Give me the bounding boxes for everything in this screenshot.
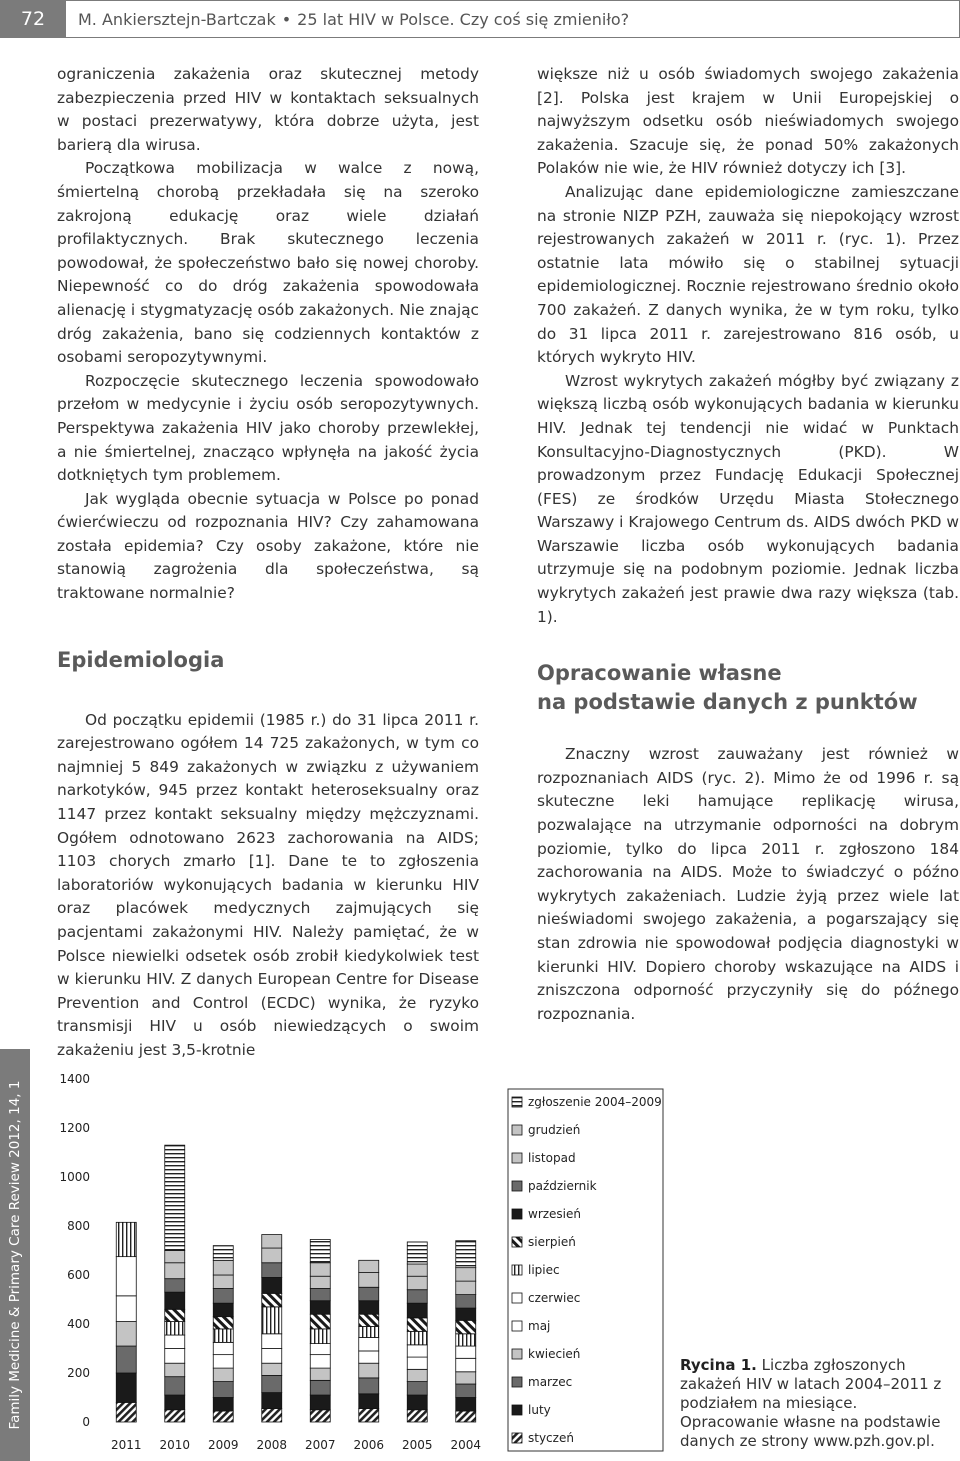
bar-segment [116,1346,136,1373]
bar-segment [213,1342,233,1354]
bar-segment [213,1355,233,1368]
bar-segment [407,1345,427,1357]
bar-segment [456,1346,476,1358]
bar-segment [407,1369,427,1381]
x-tick-label: 2008 [256,1438,288,1452]
bar-segment [456,1320,476,1333]
bar-segment [407,1290,427,1303]
bar-segment [116,1373,136,1402]
legend-label: listopad [528,1151,576,1165]
paragraph: Jak wygląda obecnie sytuacja w Polsce po ponad ćwierćwieczu od rozpoznania HIV? Czy zahamowana została epidemia? Czy osoby zakażone, które nie stanowią zagrożenia dla społeczeństwa, są traktowane normalnie? [57,489,479,603]
bar-segment [213,1398,233,1411]
bar-segment [407,1303,427,1318]
legend-swatch [512,1265,522,1275]
bar-segment [407,1410,427,1422]
x-tick-label: 2009 [207,1438,239,1452]
bar-segment [310,1239,330,1262]
chart-bars [116,1145,476,1422]
y-tick-label: 600 [67,1268,90,1282]
bar-segment [359,1394,379,1409]
bar-segment [359,1337,379,1350]
bar-segment [213,1246,233,1261]
bar-segment [213,1317,233,1329]
legend-label: styczeń [528,1431,574,1445]
running-head-separator: • [281,9,292,29]
bar-segment [213,1329,233,1342]
x-tick-label: 2006 [353,1438,385,1452]
bar-segment [262,1235,282,1248]
y-tick-label: 400 [67,1317,90,1331]
paragraph: Od początku epidemii (1985 r.) do 31 lipca 2011 r. zarejestrowano ogółem 14 725 zakażonych, w tym co najmniej 5 849 zakażonych w związku z używaniem narkotyków, 945 przez kontakt heteroseksualny oraz 1147 przez kontakt seksualny między mężczyznami. Ogółem odnotowano 2623 zachorowania na AIDS; 1103 chorych zmarło [1]. Dane te to zgłoszenia laboratoriów wykonujących badania w kierunku HIV oraz placówek medycznych zajmujących się pacjentami zakażonymi HIV. Należy pamiętać, że w Polsce niewielki odsetek osób zrobił kiedykolwiek test w kierunku HIV. Z danych European Centre for Disease Prevention and Control (ECDC) wynika, że ryzyko transmisji HIV u osób niewiedzących o swoim zakażeniu jest 3,5-krotnie [57,710,479,1059]
bar-segment [310,1301,330,1314]
legend-swatch [512,1349,522,1359]
bar-segment [262,1349,282,1364]
y-tick-label: 1000 [59,1170,90,1184]
legend-label: maj [528,1319,551,1333]
bar-segment [456,1411,476,1422]
bar-segment [213,1303,233,1316]
bar-segment [262,1293,282,1306]
bar-segment [165,1263,185,1279]
bar-segment [165,1309,185,1321]
y-tick-label: 1400 [59,1072,90,1086]
bar-segment [165,1363,185,1376]
bar-segment [456,1398,476,1411]
legend-label: październik [528,1179,597,1193]
section-heading-line: Opracowanie własne [537,661,782,686]
bar-segment [165,1335,185,1348]
bar-segment [359,1314,379,1326]
figure-caption-label: Rycina 1. [680,1356,757,1374]
legend-swatch [512,1097,522,1107]
running-head [66,0,960,38]
bar-segment [407,1382,427,1395]
bar-segment [116,1296,136,1322]
bar-segment [165,1251,185,1263]
bar-segment [359,1287,379,1300]
bar-segment [310,1395,330,1410]
bar-segment [165,1377,185,1395]
legend-label: grudzień [528,1123,581,1137]
bar-segment [262,1248,282,1263]
bar-segment [310,1263,330,1276]
bar-segment [359,1301,379,1314]
bar-segment [310,1288,330,1300]
bar-segment [407,1395,427,1410]
legend-swatch [512,1293,522,1303]
right-column [537,63,959,1026]
legend-label: kwiecień [528,1347,581,1361]
bar-segment [456,1384,476,1397]
bar-segment [213,1275,233,1288]
section-heading-line: na podstawie danych z punktów [537,690,918,715]
bar-segment [359,1378,379,1394]
bar-segment [310,1344,330,1355]
bar-segment [359,1351,379,1363]
bar-segment [310,1276,330,1288]
bar-segment [310,1380,330,1395]
bar-segment [310,1368,330,1380]
bar-segment [310,1410,330,1422]
bar-segment [407,1276,427,1289]
legend-swatch [512,1153,522,1163]
paragraph: Wzrost wykrytych zakażeń mógłby być związany z większą liczbą osób wykonujących badania w kierunku HIV. Jednak tej tendencji nie widać w Punktach Konsultacyjno-Diagnostycznych (PKD). W prowadzonym przez Fundację Edukacji Społecznej (FES) ze środków Urzędu Miasta Stołecznego Warszawy i Krajowego Centrum ds. AIDS dwóch PKD w Warszawie liczba osób wykonujących badania utrzymuje się na podobnym poziomie. Jednak liczba wykrytych zakażeń jest prawie dwa razy większa (tab. 1). [537,371,959,626]
bar-segment [262,1393,282,1409]
bar-segment [262,1263,282,1278]
y-tick-label: 800 [67,1219,90,1233]
figure-caption [680,1356,955,1451]
bar-segment [456,1281,476,1294]
bar-segment [116,1322,136,1347]
bar-segment [262,1307,282,1334]
x-tick-label: 2007 [304,1438,336,1452]
bar-segment [116,1222,136,1256]
y-tick-label: 200 [67,1366,90,1380]
bar-segment [359,1273,379,1288]
bar-segment [407,1331,427,1344]
legend-swatch [512,1405,522,1415]
bar-segment [213,1411,233,1422]
legend-swatch [512,1321,522,1331]
x-tick-label: 2010 [159,1438,191,1452]
bar-segment [213,1288,233,1303]
bar-segment [165,1279,185,1292]
legend-swatch [512,1377,522,1387]
legend-label: luty [528,1403,551,1417]
legend-label: wrzesień [528,1207,582,1221]
bar-segment [213,1260,233,1275]
y-tick-label: 1200 [59,1121,90,1135]
bar-segment [359,1260,379,1272]
legend-swatch [512,1125,522,1135]
chart-legend [508,1089,663,1451]
bar-segment [456,1334,476,1346]
bar-segment [456,1308,476,1320]
section-heading-epidemiologia: Epidemiologia [57,647,225,672]
legend-swatch [512,1181,522,1191]
bar-segment [262,1277,282,1293]
bar-segment [407,1264,427,1276]
bar-segment [456,1295,476,1308]
y-tick-label: 0 [82,1415,90,1429]
legend-label: lipiec [528,1263,560,1277]
bar-segment [407,1357,427,1369]
bar-segment [359,1409,379,1422]
legend-label: zgłoszenie 2004–2009 [528,1095,662,1109]
paragraph: ograniczenia zakażenia oraz skutecznej metody zabezpieczenia przed HIV w kontaktach seksualnych w postaci prezerwatywy, która dobrze użyta, jest barierą dla wirusa. [57,65,479,154]
bar-segment [262,1375,282,1392]
bar-segment [213,1382,233,1398]
section-heading-opracowanie [537,659,959,717]
bar-segment [116,1257,136,1296]
figure-caption-text: Liczba zgłoszonych zakażeń HIV w latach 2004–2011 z podziałem na miesiące. Opracowanie własne na podstawie danych ze strony www.pzh.gov.pl. [680,1356,942,1450]
bar-segment [262,1334,282,1349]
journal-side-label: Family Medicine & Primary Care Review 2012, 14, 1 [7,1080,23,1430]
bar-segment [165,1322,185,1335]
journal-side-bar [0,1049,30,1461]
bar-segment [310,1314,330,1329]
bar-segment [456,1268,476,1281]
bar-segment [456,1241,476,1268]
bar-segment [165,1410,185,1422]
legend-swatch [512,1433,522,1443]
legend-swatch [512,1209,522,1219]
x-tick-label: 2005 [401,1438,433,1452]
bar-segment [165,1395,185,1410]
bar-segment [456,1358,476,1371]
paragraph: Początkowa mobilizacja w walce z nową, śmiertelną chorobą przekładała się na szeroko zakrojoną edukację oraz wiele działań profilaktycznych. Brak skutecznego leczenia powodował, że społeczeństwo bało się nowej choroby. Niepewność co do dróg zakażenia spowodowała alienację i stygmatyzację osób zakażonych. Nie znając dróg zakażenia, bano się codziennych kontaktów z osobami seropozytywnymi. [57,159,479,367]
legend-label: czerwiec [528,1291,581,1305]
bar-segment [310,1329,330,1344]
bar-segment [262,1363,282,1375]
paragraph: Rozpoczęcie skutecznego leczenia spowodowało przełom w medycynie i życiu osób seropozytywnych. Perspektywa zakażenia HIV jako choroby przewlekłej, a nie śmiertelnej, znacząco wpłynęła na jakość życia dotkniętych tym problemem. [57,371,479,485]
bar-segment [407,1318,427,1331]
bar-segment [165,1349,185,1364]
bar-segment [456,1372,476,1384]
paragraph: Znaczny wzrost zauważany jest również w rozpoznaniach AIDS (ryc. 2). Mimo że od 1996 r. są skuteczne leki hamujące replikację wirusa, pozwalające na utrzymanie odporności na dobrym poziomie, tylko do lipca 2011 r. zgłoszono 184 zachorowania na AIDS. Może to świadczyć o późno wykrytych zakażeniach. Ludzie żyją przez wiele lat nieświadomi swojego zakażenia, a pogarszający się stan zdrowia nie spowodował podjęcia diagnostyki w kierunki HIV. Dopiero choroby wskazujące na AIDS i zniszczona odporność przyczyniły się do późnego rozpoznania. [537,745,959,1023]
left-column [57,63,479,1063]
stacked-bar-chart [30,1049,670,1461]
legend-label: marzec [528,1375,573,1389]
bar-segment [262,1409,282,1422]
bar-segment [310,1355,330,1368]
bar-segment [165,1145,185,1250]
paragraph: większe niż u osób świadomych swojego zakażenia [2]. Polska jest krajem w Unii Europejskiej o najwyższym odsetku osób nieświadomych swojego zakażenia. Szacuje się, że ponad 50% zakażonych Polaków nie wie, że HIV również dotyczy ich [3]. [537,65,959,178]
x-tick-label: 2011 [110,1438,142,1452]
paragraph: Analizując dane epidemiologiczne zamieszczane na stronie NIZP PZH, zauważa się niepokojący wzrost rejestrowanych zakażeń w 2011 r. (ryc. 1). Przez ostatnie lata mówiło się o stabilnej sytuacji epidemiologicznej. Rocznie rejestrowano średnio około 700 zakażeń. Z danych wynika, że w tym roku, tylko do 31 lipca 2011 r. zarejestrowano 816 osób, u których wykryto HIV. [537,182,959,367]
legend-label: sierpień [528,1235,576,1249]
bar-segment [359,1363,379,1378]
bar-segment [407,1242,427,1264]
x-tick-label: 2004 [450,1438,482,1452]
bar-segment [116,1402,136,1422]
running-head-author: M. Ankiersztejn-Bartczak [78,9,276,29]
bar-segment [213,1368,233,1381]
page-number: 72 [0,0,66,38]
running-head-title: 25 lat HIV w Polsce. Czy coś się zmieniło? [297,9,630,29]
bar-segment [165,1292,185,1309]
bar-segment [359,1326,379,1337]
legend-swatch [512,1237,522,1247]
